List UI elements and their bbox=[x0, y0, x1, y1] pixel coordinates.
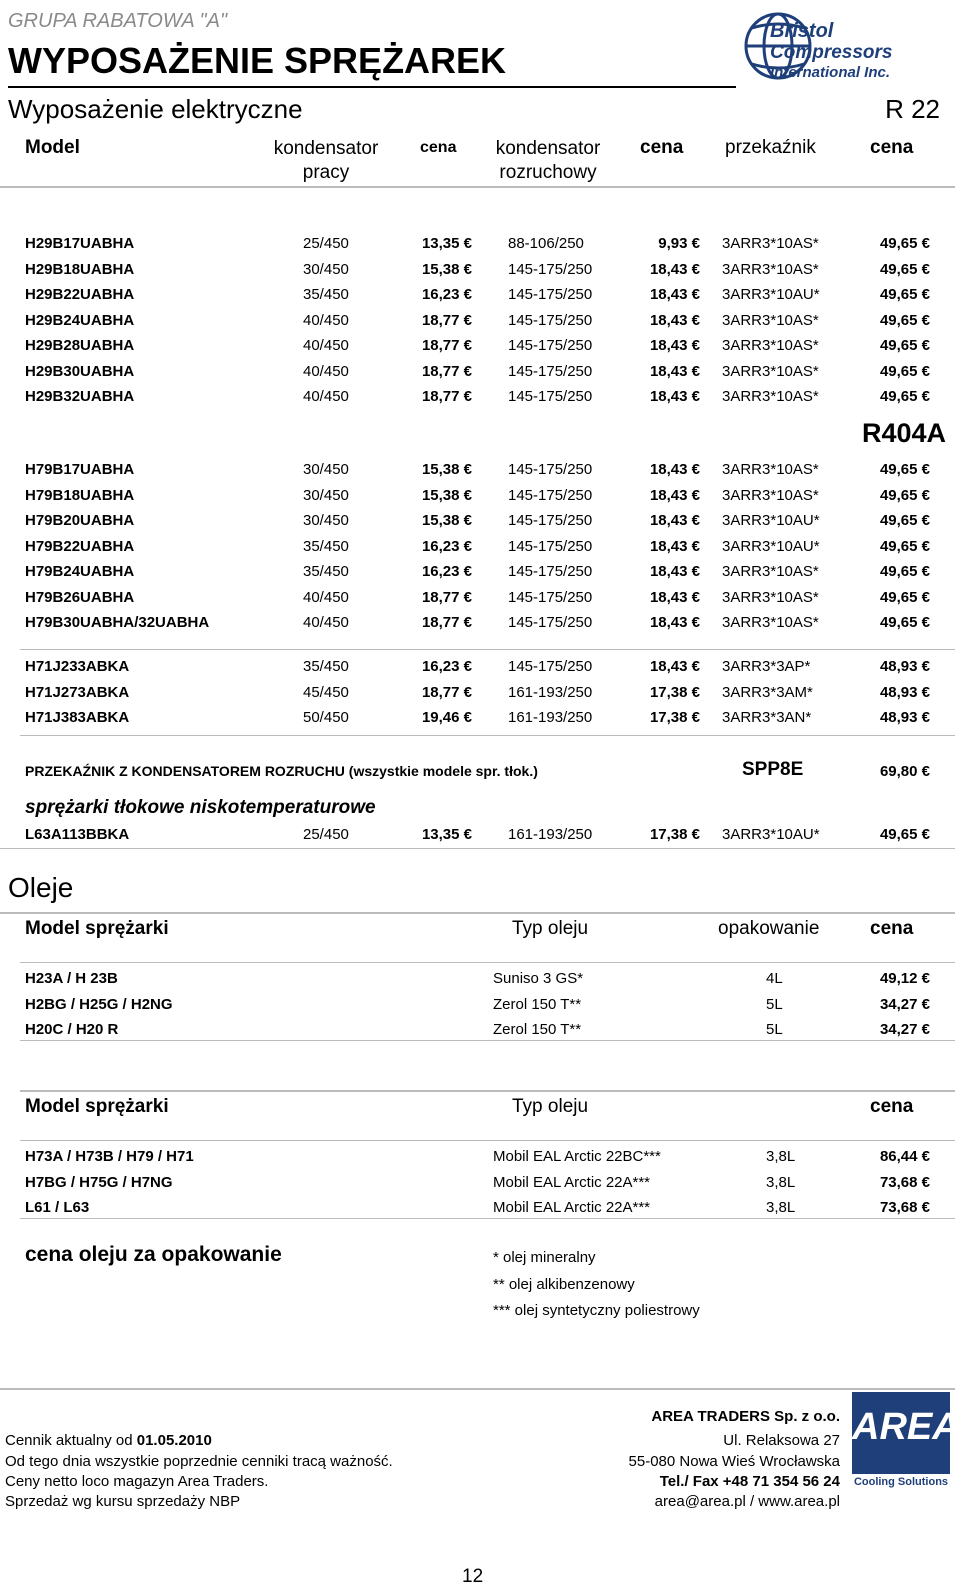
oil-row bbox=[0, 1199, 960, 1225]
oil-legend-3: *** olej syntetyczny poliestrowy bbox=[493, 1302, 700, 1319]
footer-street: Ul. Relaksowa 27 bbox=[723, 1432, 840, 1449]
relay-cell: 3ARR3*10AU* bbox=[722, 512, 820, 529]
table-row bbox=[0, 363, 960, 389]
oils-t1-col-pack: opakowanie bbox=[718, 918, 820, 939]
run-capacitor-price-cell: 18,77 € bbox=[421, 388, 472, 405]
package-cell: 4L bbox=[766, 970, 783, 987]
run-capacitor-cell: 45/450 bbox=[303, 683, 349, 701]
col-price-3: cena bbox=[870, 137, 914, 158]
run-capacitor-cell: 25/450 bbox=[303, 826, 349, 843]
start-capacitor-price-cell: 18,43 € bbox=[649, 512, 700, 529]
col-start-capacitor-l2: rozruchowy bbox=[499, 162, 597, 183]
footer-line3: Ceny netto loco magazyn Area Traders. bbox=[5, 1473, 269, 1490]
run-capacitor-price-cell: 19,46 € bbox=[421, 709, 472, 726]
relay-cell: 3ARR3*10AS* bbox=[722, 388, 819, 405]
run-capacitor-price-cell: 16,23 € bbox=[421, 537, 472, 555]
start-capacitor-cell: 145-175/250 bbox=[508, 614, 593, 631]
run-capacitor-cell: 30/450 bbox=[303, 486, 349, 504]
oil-price-cell: 73,68 € bbox=[879, 1199, 930, 1216]
start-capacitor-price-cell: 18,43 € bbox=[649, 362, 700, 380]
start-capacitor-price-cell: 18,43 € bbox=[649, 337, 700, 354]
run-capacitor-cell: 40/450 bbox=[303, 337, 349, 354]
oil-price-cell: 34,27 € bbox=[879, 995, 930, 1013]
start-capacitor-price-cell: 18,43 € bbox=[649, 486, 700, 504]
lowtemp-title: sprężarki tłokowe niskotemperaturowe bbox=[25, 797, 376, 818]
title-underline bbox=[8, 86, 736, 88]
col-model: Model bbox=[25, 137, 80, 158]
start-capacitor-cell: 145-175/250 bbox=[508, 658, 593, 675]
relay-price-cell: 49,65 € bbox=[879, 512, 930, 529]
run-capacitor-cell: 40/450 bbox=[303, 311, 349, 329]
model-cell: H29B30UABHA bbox=[25, 362, 135, 380]
run-capacitor-price-cell: 18,77 € bbox=[421, 362, 472, 380]
relay-price-cell: 49,65 € bbox=[879, 486, 930, 504]
relay-price-cell: 48,93 € bbox=[879, 658, 930, 675]
run-capacitor-price-cell: 18,77 € bbox=[421, 337, 472, 354]
start-capacitor-cell: 145-175/250 bbox=[508, 311, 593, 329]
col-run-capacitor-l1: kondensator bbox=[273, 138, 379, 159]
model-cell: H29B24UABHA bbox=[25, 311, 135, 329]
start-capacitor-price-cell: 18,43 € bbox=[649, 563, 700, 580]
run-capacitor-price-cell: 13,35 € bbox=[421, 235, 472, 252]
footer-web: area@area.pl / www.area.pl bbox=[654, 1493, 840, 1510]
run-capacitor-price-cell: 15,38 € bbox=[421, 512, 472, 529]
start-capacitor-price-cell: 17,38 € bbox=[649, 709, 700, 726]
relay-cell: 3ARR3*3AM* bbox=[722, 683, 813, 701]
start-capacitor-cell: 145-175/250 bbox=[508, 260, 593, 278]
r404a-label: R404A bbox=[862, 418, 947, 448]
run-capacitor-price-cell: 16,23 € bbox=[421, 563, 472, 580]
relay-cell: 3ARR3*10AS* bbox=[722, 362, 819, 380]
start-capacitor-cell: 145-175/250 bbox=[508, 286, 593, 303]
header-rule bbox=[0, 186, 955, 188]
relay-price-cell: 49,65 € bbox=[879, 537, 930, 555]
model-cell: H29B17UABHA bbox=[25, 235, 135, 252]
start-capacitor-price-cell: 18,43 € bbox=[649, 461, 700, 478]
relay-price-cell: 49,65 € bbox=[879, 588, 930, 606]
start-capacitor-price-cell: 18,43 € bbox=[649, 614, 700, 631]
model-cell: H71J233ABKA bbox=[25, 658, 130, 675]
run-capacitor-cell: 35/450 bbox=[303, 658, 349, 675]
oil-row bbox=[0, 1148, 960, 1174]
relay-price-cell: 49,65 € bbox=[879, 260, 930, 278]
relay-cell: 3ARR3*10AS* bbox=[722, 235, 819, 252]
relay-price-cell: 48,93 € bbox=[879, 709, 930, 726]
oil-price-cell: 73,68 € bbox=[879, 1173, 930, 1191]
bristol-logo-line2: Compressors bbox=[770, 42, 893, 63]
table-row bbox=[0, 563, 960, 589]
footer-phone: Tel./ Fax +48 71 354 56 24 bbox=[659, 1473, 840, 1490]
model-cell: H79B30UABHA/32UABHA bbox=[25, 614, 210, 631]
footer-line2: Od tego dnia wszystkie poprzednie cenniki tracą ważność. bbox=[5, 1453, 393, 1470]
oils-title: Oleje bbox=[8, 872, 74, 903]
model-cell: H71J273ABKA bbox=[25, 683, 130, 701]
table-row bbox=[0, 589, 960, 615]
start-capacitor-price-cell: 18,43 € bbox=[649, 311, 700, 329]
start-capacitor-cell: 88-106/250 bbox=[508, 235, 584, 252]
bristol-logo bbox=[742, 6, 942, 84]
run-capacitor-price-cell: 18,77 € bbox=[421, 683, 472, 701]
model-cell: H29B28UABHA bbox=[25, 337, 135, 354]
start-capacitor-cell: 145-175/250 bbox=[508, 388, 593, 405]
col-start-capacitor bbox=[490, 137, 606, 185]
relay-cell: 3ARR3*10AS* bbox=[722, 260, 819, 278]
relay-cell: 3ARR3*3AP* bbox=[722, 658, 811, 675]
start-capacitor-cell: 145-175/250 bbox=[508, 512, 593, 529]
package-cell: 5L bbox=[766, 1021, 783, 1038]
page-title: WYPOSAŻENIE SPRĘŻAREK bbox=[8, 40, 507, 81]
package-cell: 5L bbox=[766, 995, 783, 1013]
table-row bbox=[0, 658, 960, 684]
col-relay: przekaźnik bbox=[725, 137, 816, 158]
model-cell: H79B22UABHA bbox=[25, 537, 135, 555]
run-capacitor-cell: 40/450 bbox=[303, 388, 349, 405]
relay-price-cell: 49,65 € bbox=[879, 362, 930, 380]
footer-city: 55-080 Nowa Wieś Wrocławska bbox=[628, 1453, 840, 1470]
footer-valid-date: 01.05.2010 bbox=[136, 1432, 212, 1449]
footer-valid bbox=[5, 1432, 212, 1449]
start-capacitor-cell: 145-175/250 bbox=[508, 588, 593, 606]
footer-line4: Sprzedaż wg kursu sprzedaży NBP bbox=[5, 1493, 241, 1510]
relay-line-text: PRZEKAŹNIK Z KONDENSATOREM ROZRUCHU (wszystkie modele spr. tłok.) bbox=[25, 763, 538, 779]
compressor-model-cell: H73A / H73B / H79 / H71 bbox=[25, 1148, 194, 1165]
run-capacitor-cell: 30/450 bbox=[303, 461, 349, 478]
relay-line-price: 69,80 € bbox=[879, 763, 930, 780]
run-capacitor-cell: 50/450 bbox=[303, 709, 349, 726]
run-capacitor-price-cell: 15,38 € bbox=[421, 486, 472, 504]
run-capacitor-price-cell: 13,35 € bbox=[421, 826, 472, 843]
run-capacitor-price-cell: 18,77 € bbox=[421, 614, 472, 631]
model-cell: H71J383ABKA bbox=[25, 709, 130, 726]
run-capacitor-cell: 40/450 bbox=[303, 614, 349, 631]
oil-type-cell: Zerol 150 T** bbox=[493, 995, 582, 1013]
oil-price-note: cena oleju za opakowanie bbox=[25, 1243, 282, 1266]
start-capacitor-price-cell: 17,38 € bbox=[649, 826, 700, 843]
model-cell: H79B24UABHA bbox=[25, 563, 135, 580]
footer-valid-label: Cennik aktualny od bbox=[5, 1432, 137, 1449]
oil-price-cell: 34,27 € bbox=[879, 1021, 930, 1038]
relay-price-cell: 49,65 € bbox=[879, 337, 930, 354]
start-capacitor-cell: 145-175/250 bbox=[508, 486, 593, 504]
relay-price-cell: 49,65 € bbox=[879, 826, 930, 843]
run-capacitor-price-cell: 16,23 € bbox=[421, 658, 472, 675]
oils-t2-col-model: Model sprężarki bbox=[25, 1096, 169, 1117]
compressor-model-cell: L61 / L63 bbox=[25, 1199, 90, 1216]
run-capacitor-price-cell: 16,23 € bbox=[421, 286, 472, 303]
start-capacitor-cell: 145-175/250 bbox=[508, 563, 593, 580]
relay-cell: 3ARR3*10AS* bbox=[722, 461, 819, 478]
footer-rule bbox=[0, 1388, 955, 1390]
run-capacitor-price-cell: 18,77 € bbox=[421, 311, 472, 329]
model-cell: H79B17UABHA bbox=[25, 461, 135, 478]
oil-type-cell: Zerol 150 T** bbox=[493, 1021, 582, 1038]
run-capacitor-cell: 25/450 bbox=[303, 235, 349, 252]
relay-cell: 3ARR3*10AS* bbox=[722, 614, 819, 631]
package-cell: 3,8L bbox=[766, 1173, 796, 1191]
start-capacitor-cell: 145-175/250 bbox=[508, 537, 593, 555]
start-capacitor-cell: 145-175/250 bbox=[508, 337, 593, 354]
oils-t1-bottom-rule bbox=[20, 1040, 955, 1041]
relay-price-cell: 49,65 € bbox=[879, 388, 930, 405]
oil-legend-2: ** olej alkibenzenowy bbox=[493, 1276, 635, 1293]
area-logo-text: AREA bbox=[852, 1406, 960, 1448]
model-cell: H79B20UABHA bbox=[25, 512, 135, 529]
run-capacitor-cell: 35/450 bbox=[303, 537, 349, 555]
run-capacitor-price-cell: 15,38 € bbox=[421, 461, 472, 478]
model-cell: H29B18UABHA bbox=[25, 260, 135, 278]
footer-company: AREA TRADERS Sp. z o.o. bbox=[651, 1408, 840, 1425]
relay-cell: 3ARR3*10AS* bbox=[722, 588, 819, 606]
relay-price-cell: 48,93 € bbox=[879, 683, 930, 701]
run-capacitor-cell: 30/450 bbox=[303, 512, 349, 529]
bristol-logo-line3: International Inc. bbox=[770, 64, 891, 81]
oils-t2-col-type: Typ oleju bbox=[512, 1096, 589, 1117]
relay-cell: 3ARR3*10AU* bbox=[722, 537, 820, 555]
model-cell: H29B22UABHA bbox=[25, 286, 135, 303]
model-cell: H29B32UABHA bbox=[25, 388, 135, 405]
table-row bbox=[0, 487, 960, 513]
area-logo-tagline: Cooling Solutions bbox=[853, 1476, 949, 1488]
table-row bbox=[0, 388, 960, 414]
oil-type-cell: Mobil EAL Arctic 22A*** bbox=[493, 1199, 651, 1216]
bristol-logo-line1: Bristol bbox=[770, 20, 834, 42]
oils-t2-header-rule bbox=[20, 1140, 955, 1141]
relay-price-cell: 49,65 € bbox=[879, 235, 930, 252]
run-capacitor-cell: 40/450 bbox=[303, 362, 349, 380]
table-row bbox=[0, 461, 960, 487]
col-price-2: cena bbox=[640, 137, 684, 158]
oils-t2-col-price: cena bbox=[870, 1096, 914, 1117]
start-capacitor-price-cell: 18,43 € bbox=[649, 588, 700, 606]
run-capacitor-cell: 30/450 bbox=[303, 260, 349, 278]
table-row bbox=[0, 337, 960, 363]
oil-row bbox=[0, 996, 960, 1022]
relay-price-cell: 49,65 € bbox=[879, 614, 930, 631]
col-price-1: cena bbox=[420, 139, 457, 156]
area-logo bbox=[852, 1392, 960, 1496]
start-capacitor-price-cell: 18,43 € bbox=[649, 286, 700, 303]
section-subtitle: Wyposażenie elektryczne bbox=[8, 94, 303, 124]
oil-price-cell: 49,12 € bbox=[879, 970, 930, 987]
lowtemp-bottom-rule bbox=[0, 848, 955, 849]
oils-t2-bottom-rule bbox=[20, 1218, 955, 1219]
oil-type-cell: Mobil EAL Arctic 22BC*** bbox=[493, 1148, 661, 1165]
oils-top-rule bbox=[0, 912, 955, 914]
relay-price-cell: 49,65 € bbox=[879, 311, 930, 329]
compressor-model-cell: H20C / H20 R bbox=[25, 1021, 119, 1038]
table-row bbox=[0, 614, 960, 640]
relay-price-cell: 49,65 € bbox=[879, 461, 930, 478]
start-capacitor-cell: 161-193/250 bbox=[508, 826, 593, 843]
table-row bbox=[0, 538, 960, 564]
oil-price-cell: 86,44 € bbox=[879, 1148, 930, 1165]
oils-t2-top-rule bbox=[20, 1090, 955, 1092]
table-row bbox=[0, 684, 960, 710]
relay-cell: 3ARR3*10AS* bbox=[722, 563, 819, 580]
relay-cell: 3ARR3*10AU* bbox=[722, 826, 820, 843]
run-capacitor-cell: 35/450 bbox=[303, 563, 349, 580]
oil-legend-1: * olej mineralny bbox=[493, 1249, 596, 1266]
table-row bbox=[0, 261, 960, 287]
start-capacitor-price-cell: 18,43 € bbox=[649, 537, 700, 555]
oil-type-cell: Mobil EAL Arctic 22A*** bbox=[493, 1173, 651, 1191]
table-row bbox=[0, 286, 960, 312]
start-capacitor-cell: 145-175/250 bbox=[508, 362, 593, 380]
relay-cell: 3ARR3*10AS* bbox=[722, 337, 819, 354]
col-run-capacitor-l2: pracy bbox=[302, 162, 350, 183]
compressor-model-cell: H2BG / H25G / H2NG bbox=[25, 995, 173, 1013]
model-cell: H79B18UABHA bbox=[25, 486, 135, 504]
run-capacitor-cell: 35/450 bbox=[303, 286, 349, 303]
run-capacitor-cell: 40/450 bbox=[303, 588, 349, 606]
oils-t1-col-type: Typ oleju bbox=[512, 918, 589, 939]
relay-cell: 3ARR3*10AU* bbox=[722, 286, 820, 303]
table-row bbox=[0, 235, 960, 261]
oils-t1-col-price: cena bbox=[870, 918, 914, 939]
model-cell: H79B26UABHA bbox=[25, 588, 135, 606]
relay-cell: 3ARR3*10AS* bbox=[722, 311, 819, 329]
col-run-capacitor bbox=[268, 137, 384, 185]
h71-bottom-rule bbox=[20, 735, 955, 736]
price-group-label: GRUPA RABATOWA "A" bbox=[8, 10, 228, 32]
package-cell: 3,8L bbox=[766, 1199, 796, 1216]
start-capacitor-price-cell: 18,43 € bbox=[649, 260, 700, 278]
relay-price-cell: 49,65 € bbox=[879, 563, 930, 580]
oil-type-cell: Suniso 3 GS* bbox=[493, 970, 584, 987]
start-capacitor-price-cell: 18,43 € bbox=[649, 658, 700, 675]
table-row bbox=[0, 512, 960, 538]
start-capacitor-cell: 161-193/250 bbox=[508, 683, 593, 701]
h71-top-rule bbox=[20, 649, 955, 650]
start-capacitor-cell: 161-193/250 bbox=[508, 709, 593, 726]
run-capacitor-price-cell: 15,38 € bbox=[421, 260, 472, 278]
start-capacitor-price-cell: 18,43 € bbox=[649, 388, 700, 405]
start-capacitor-price-cell: 9,93 € bbox=[658, 235, 700, 252]
table-row bbox=[0, 312, 960, 338]
oil-row bbox=[0, 1021, 960, 1047]
refrigerant-code: R 22 bbox=[885, 94, 940, 124]
col-start-capacitor-l1: kondensator bbox=[495, 138, 601, 159]
oils-t1-col-model: Model sprężarki bbox=[25, 918, 169, 939]
model-cell: L63A113BBKA bbox=[25, 826, 130, 843]
start-capacitor-price-cell: 17,38 € bbox=[649, 683, 700, 701]
relay-line-model: SPP8E bbox=[742, 759, 804, 780]
oil-row bbox=[0, 1174, 960, 1200]
relay-cell: 3ARR3*10AS* bbox=[722, 486, 819, 504]
relay-cell: 3ARR3*3AN* bbox=[722, 709, 812, 726]
compressor-model-cell: H7BG / H75G / H7NG bbox=[25, 1173, 173, 1191]
package-cell: 3,8L bbox=[766, 1148, 796, 1165]
compressor-model-cell: H23A / H 23B bbox=[25, 970, 118, 987]
relay-price-cell: 49,65 € bbox=[879, 286, 930, 303]
table-row bbox=[0, 709, 960, 735]
page-number: 12 bbox=[462, 1566, 484, 1587]
start-capacitor-cell: 145-175/250 bbox=[508, 461, 593, 478]
run-capacitor-price-cell: 18,77 € bbox=[421, 588, 472, 606]
oils-t1-header-rule bbox=[20, 962, 955, 963]
oil-row bbox=[0, 970, 960, 996]
